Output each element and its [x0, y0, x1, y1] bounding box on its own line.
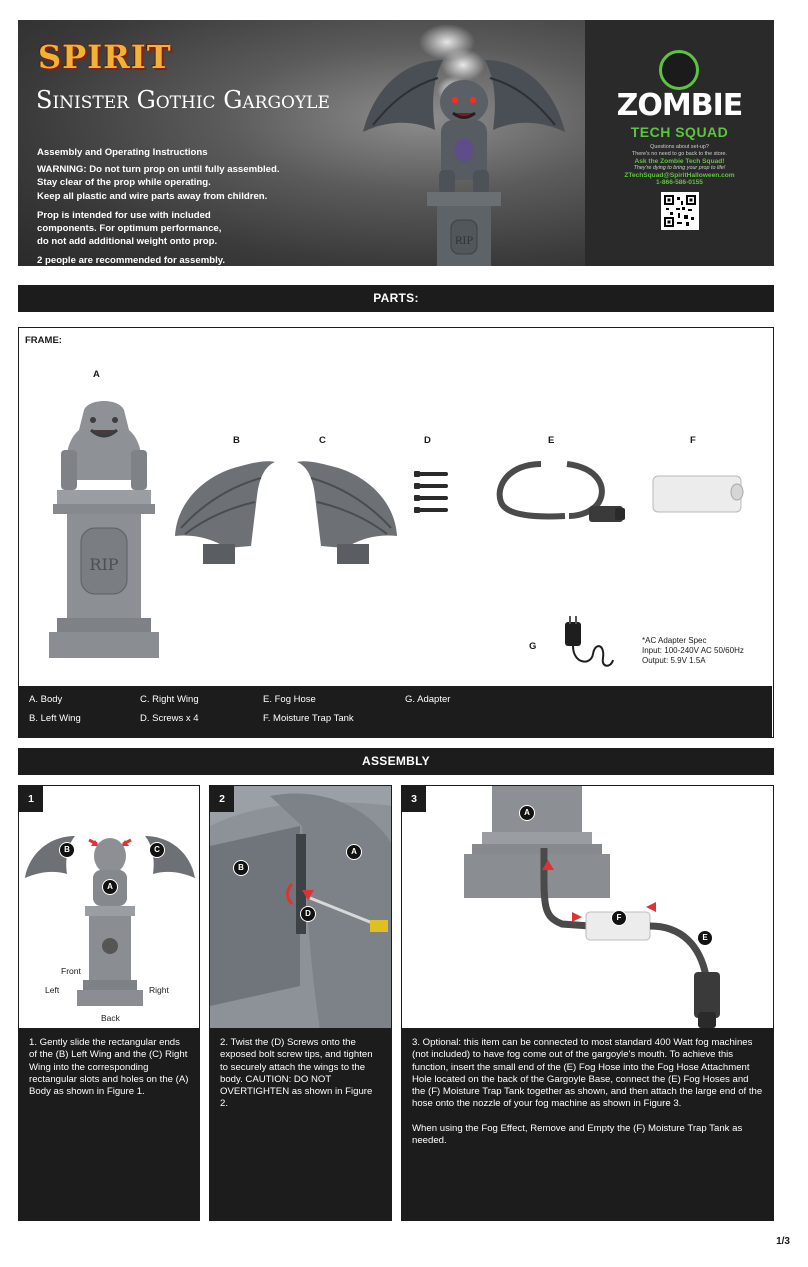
page-number: 1/3 [776, 1236, 790, 1247]
step-3-number: 3 [402, 786, 426, 812]
part-letter-f: F [690, 435, 696, 446]
support-email[interactable]: ZTechSquad@SpiritHalloween.com [624, 172, 735, 179]
step-3-instructions: 3. Optional: this item can be connected to most standard 400 Watt fog machines (not included) to have fog come out of the gargoyle's mouth. To achieve this function, insert the small end of the (E) Fog Hose into the Fog Hose Attachment Hole located on the back of the Gargoyle Base, connect the (E) Fog Hoses and the (F) Moisture Trap Tank together as shown, and then attach the large end of the hose onto the nozzle of your fog machine as shown in Figure 3. When using the Fog Effect, Remove and Empty the (F) Moisture Trap Tank as needed. [402, 1028, 773, 1220]
legend-item-moisture-tank: F. Moisture Trap Tank [263, 713, 354, 724]
figure-1-callout-b: B [59, 842, 75, 858]
part-a-body-image [49, 390, 159, 660]
figure-2-callout-a: A [346, 844, 362, 860]
people-note: 2 people are recommended for assembly. [37, 255, 226, 266]
figure-1-callout-c: C [149, 842, 165, 858]
part-letter-e: E [548, 435, 555, 446]
part-letter-c: C [319, 435, 326, 446]
step-2-instructions: 2. Twist the (D) Screws onto the exposed bolt screw tips, and tighten to securely attach the wings to the body. CAUTION: DO NOT OVERTIGHTEN as shown in Figure 2. [210, 1028, 391, 1220]
instructions-subtitle: Assembly and Operating Instructions [37, 147, 208, 158]
figure-3-callout-e: E [697, 930, 713, 946]
step-1-number: 1 [19, 786, 43, 812]
figure-3-image [462, 786, 762, 1030]
part-a-rip: RIP [89, 555, 119, 574]
zombie-contact-info: Questions about set-up? There's no need to go back to the store. Ask the Zombie Tech Squad! They're dying to bring your prop to life! ZTechSquad@SpiritHalloween.com 1-866-586-0155 [595, 144, 764, 186]
zombie-tech-panel [585, 20, 774, 266]
figure-2-callout-b: B [233, 860, 249, 876]
step-2-number: 2 [210, 786, 234, 812]
figure-1-callout-a: A [102, 879, 118, 895]
legend-item-adapter: G. Adapter [405, 694, 451, 705]
part-letter-g: G [529, 641, 537, 652]
banner-hero [18, 20, 585, 266]
figure-3-callout-a: A [519, 805, 535, 821]
figure-2-callout-d: D [300, 906, 316, 922]
assembly-header: ASSEMBLY [18, 748, 774, 775]
parts-header: PARTS: [18, 285, 774, 312]
part-f-tank-image [651, 472, 747, 516]
zombie-wrench-icon [659, 50, 699, 90]
zombie-title: ZOMBIE [616, 88, 743, 123]
part-letter-d: D [424, 435, 431, 446]
spirit-logo: SPIRIT [38, 38, 172, 76]
legend-item-screws: D. Screws x 4 [140, 713, 199, 724]
legend-item-right-wing: C. Right Wing [140, 694, 199, 705]
support-phone[interactable]: 1-866-586-0155 [656, 179, 703, 186]
assembly-step-3 [401, 785, 774, 1221]
assembly-step-1 [18, 785, 200, 1221]
ac-adapter-spec: *AC Adapter Spec Input: 100-240V AC 50/60Hz Output: 5.9V 1.5A [642, 636, 744, 665]
legend-item-fog-hose: E. Fog Hose [263, 694, 316, 705]
notice-text: Prop is intended for use with included components. For optimum performance, do not add additional weight onto prop. [37, 209, 222, 248]
step-1-instructions: 1. Gently slide the rectangular ends of the (B) Left Wing and the (C) Right Wing into the corresponding rectangular slots and holes on the (A) Body as shown in Figure 1. [19, 1028, 199, 1220]
part-b-c-wings-image [171, 456, 401, 568]
frame-label: FRAME: [25, 335, 62, 346]
product-title: Sinister Gothic Gargoyle [36, 86, 330, 114]
qr-code[interactable] [661, 192, 699, 230]
part-letter-b: B [233, 435, 240, 446]
figure-1-image [23, 826, 197, 1026]
part-e-fog-hose-image [489, 458, 629, 528]
legend-item-left-wing: B. Left Wing [29, 713, 81, 724]
parts-legend [19, 686, 772, 737]
gargoyle-hero-image [343, 20, 585, 266]
orientation-front: Front [61, 966, 81, 976]
figure-3-callout-f: F [611, 910, 627, 926]
part-d-screws-image [412, 470, 456, 518]
header-banner [18, 20, 774, 266]
legend-item-body: A. Body [29, 694, 63, 705]
warning-text: WARNING: Do not turn prop on until fully assembled. Stay clear of the prop while operating. Keep all plastic and wire parts away from children. [37, 164, 280, 202]
tombstone-rip: RIP [454, 236, 474, 247]
assembly-step-2 [209, 785, 392, 1221]
tech-squad-title: TECH SQUAD [630, 124, 729, 140]
parts-panel [18, 327, 774, 738]
orientation-left: Left [45, 985, 60, 995]
orientation-back: Back [101, 1013, 120, 1023]
part-letter-a: A [93, 369, 100, 380]
banner-instructions [37, 146, 337, 266]
orientation-right: Right [149, 985, 169, 995]
part-g-adapter-image [561, 614, 617, 672]
